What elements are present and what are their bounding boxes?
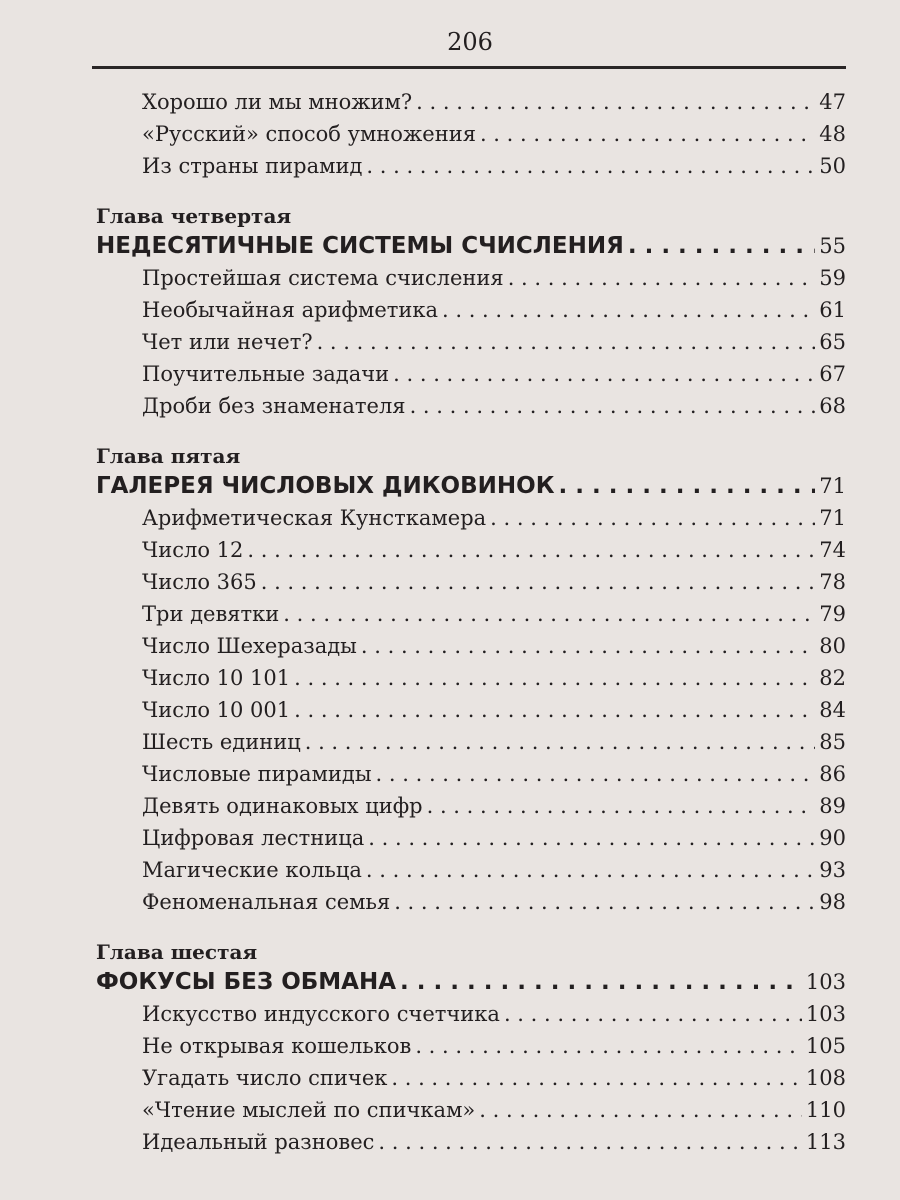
entry-title: Идеальный разновес: [142, 1130, 375, 1154]
entry-page: 59: [819, 266, 846, 290]
entry-page: 65: [819, 330, 846, 354]
toc-entry: [92, 998, 846, 1030]
top-entries: [92, 86, 846, 182]
dot-leader: [376, 758, 816, 790]
header-rule: [92, 66, 846, 69]
entry-page: 82: [819, 666, 846, 690]
entry-page: 71: [819, 474, 846, 498]
toc-entry: [92, 598, 846, 630]
entry-page: 71: [819, 506, 846, 530]
entry-page: 110: [805, 1098, 846, 1122]
dot-leader: [504, 998, 802, 1030]
entry-title: Число 365: [142, 570, 257, 594]
entry-title: Необычайная арифметика: [142, 298, 438, 322]
entry-title: Шесть единиц: [142, 730, 301, 754]
entry-page: 85: [819, 730, 846, 754]
entry-title: ФОКУСЫ БЕЗ ОБМАНА: [96, 969, 397, 995]
toc-entry: [92, 502, 846, 534]
chapter-title-entry: [92, 470, 846, 502]
entry-page: 48: [819, 122, 846, 146]
toc-entry: [92, 1094, 846, 1126]
chapter-section: [92, 938, 846, 1158]
entry-title: Простейшая система счисления: [142, 266, 504, 290]
entry-page: 55: [819, 234, 846, 258]
dot-leader: [416, 86, 815, 118]
toc-entry: [92, 854, 846, 886]
entry-title: Не открывая кошельков: [142, 1034, 412, 1058]
entry-title: Искусство индусского счетчика: [142, 1002, 500, 1026]
entry-title: Девять одинаковых цифр: [142, 794, 423, 818]
entry-page: 93: [819, 858, 846, 882]
chapter-label: Глава шестая: [96, 940, 258, 964]
dot-leader: [366, 150, 815, 182]
entry-title: ГАЛЕРЕЯ ЧИСЛОВЫХ ДИКОВИНОК: [96, 473, 555, 499]
entry-title: Число 10 101: [142, 666, 291, 690]
dot-leader: [294, 662, 815, 694]
entry-title: Число 10 001: [142, 698, 291, 722]
toc-entry: [92, 566, 846, 598]
toc-entry: [92, 262, 846, 294]
chapter-section: [92, 442, 846, 918]
entry-page: 68: [819, 394, 846, 418]
toc-entry: [92, 86, 846, 118]
toc-entry: [92, 1062, 846, 1094]
toc-entry: [92, 150, 846, 182]
dot-leader: [490, 502, 815, 534]
entry-title: Магические кольца: [142, 858, 362, 882]
entry-title: Цифровая лестница: [142, 826, 365, 850]
dot-leader: [628, 230, 815, 262]
entry-title: Число Шехеразады: [142, 634, 357, 658]
entry-title: Поучительные задачи: [142, 362, 390, 386]
dot-leader: [366, 854, 815, 886]
entry-page: 78: [819, 570, 846, 594]
toc-entry: [92, 534, 846, 566]
entry-title: Дроби без знаменателя: [142, 394, 406, 418]
chapter-title-entry: [92, 230, 846, 262]
entry-page: 86: [819, 762, 846, 786]
toc-entry: [92, 390, 846, 422]
entry-title: НЕДЕСЯТИЧНЫЕ СИСТЕМЫ СЧИСЛЕНИЯ: [96, 233, 624, 259]
entry-page: 61: [819, 298, 846, 322]
toc-entry: [92, 326, 846, 358]
entry-page: 47: [819, 90, 846, 114]
entry-page: 79: [819, 602, 846, 626]
dot-leader: [559, 470, 816, 502]
entry-page: 74: [819, 538, 846, 562]
chapter-section: [92, 202, 846, 422]
toc-entry: [92, 358, 846, 390]
toc-entry: [92, 1030, 846, 1062]
entry-title: Чет или нечет?: [142, 330, 313, 354]
dot-leader: [442, 294, 815, 326]
dot-leader: [410, 390, 816, 422]
toc-entry: [92, 758, 846, 790]
dot-leader: [361, 630, 815, 662]
dot-leader: [294, 694, 815, 726]
dot-leader: [479, 1094, 802, 1126]
toc-entry: [92, 822, 846, 854]
entry-title: «Русский» способ умножения: [142, 122, 476, 146]
entry-title: Угадать число спичек: [142, 1066, 388, 1090]
dot-leader: [391, 1062, 802, 1094]
toc-entry: [92, 118, 846, 150]
entry-page: 89: [819, 794, 846, 818]
dot-leader: [247, 534, 815, 566]
entry-page: 108: [805, 1066, 846, 1090]
entry-page: 90: [819, 826, 846, 850]
toc-entry: [92, 694, 846, 726]
dot-leader: [261, 566, 816, 598]
table-of-contents: [92, 86, 846, 1158]
dot-leader: [427, 790, 816, 822]
entry-page: 103: [805, 1002, 846, 1026]
entry-title: Феноменальная семья: [142, 890, 391, 914]
toc-entry: [92, 630, 846, 662]
toc-entry: [92, 790, 846, 822]
dot-leader: [394, 886, 815, 918]
entry-page: 67: [819, 362, 846, 386]
entry-page: 113: [805, 1130, 846, 1154]
entry-title: Из страны пирамид: [142, 154, 363, 178]
entry-page: 105: [805, 1034, 846, 1058]
toc-entry: [92, 662, 846, 694]
entry-title: Хорошо ли мы множим?: [142, 90, 413, 114]
dot-leader: [317, 326, 816, 358]
entry-page: 84: [819, 698, 846, 722]
dot-leader: [368, 822, 815, 854]
entry-title: Число 12: [142, 538, 244, 562]
toc-entry: [92, 294, 846, 326]
chapter-label: Глава четвертая: [96, 204, 292, 228]
entry-title: Три девятки: [142, 602, 280, 626]
chapter-title-entry: [92, 966, 846, 998]
dot-leader: [415, 1030, 802, 1062]
entry-title: «Чтение мыслей по спичкам»: [142, 1098, 476, 1122]
dot-leader: [283, 598, 815, 630]
dot-leader: [305, 726, 816, 758]
toc-entry: [92, 726, 846, 758]
entry-page: 50: [819, 154, 846, 178]
entry-title: Арифметическая Кунсткамера: [142, 506, 487, 530]
chapter-label: Глава пятая: [96, 444, 241, 468]
chapters: [92, 202, 846, 1158]
entry-title: Числовые пирамиды: [142, 762, 372, 786]
dot-leader: [393, 358, 815, 390]
page-number: 206: [447, 28, 493, 56]
toc-entry: [92, 886, 846, 918]
dot-leader: [400, 966, 802, 998]
dot-leader: [508, 262, 816, 294]
entry-page: 98: [819, 890, 846, 914]
dot-leader: [480, 118, 815, 150]
toc-entry: [92, 1126, 846, 1158]
entry-page: 80: [819, 634, 846, 658]
entry-page: 103: [805, 970, 846, 994]
dot-leader: [378, 1126, 801, 1158]
